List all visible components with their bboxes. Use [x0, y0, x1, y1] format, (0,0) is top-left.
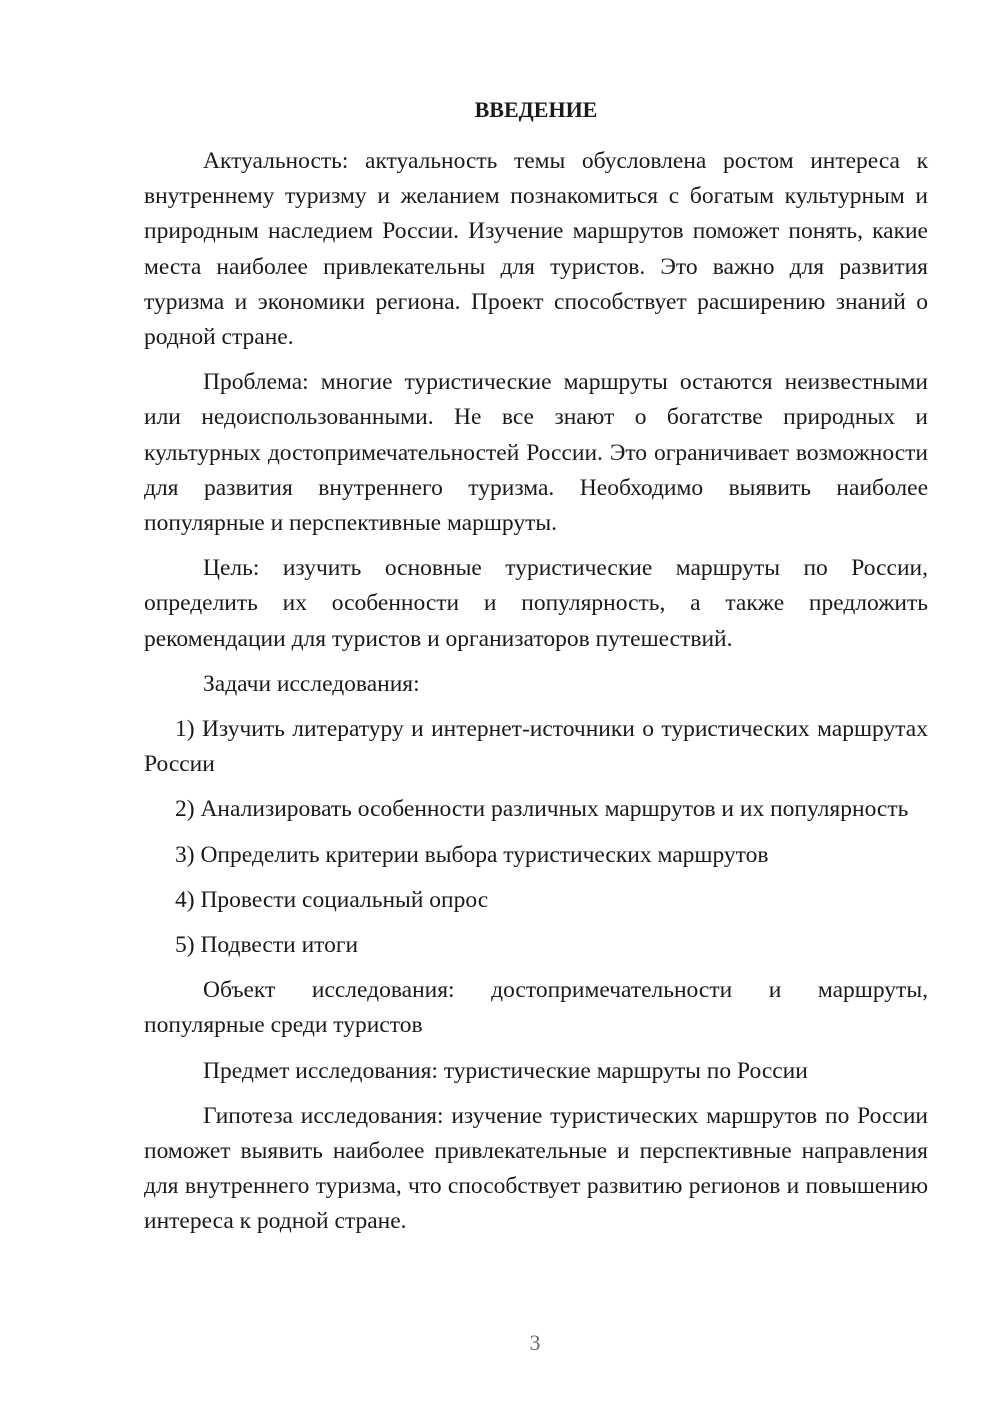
task-item: 2) Анализировать особенности различных маршрутов и их популярность: [175, 796, 909, 823]
page-number: 3: [529, 1330, 541, 1355]
problem-paragraph: Проблема: многие туристические маршруты остаются неизвестными или недоиспользованными. Не все знают о богатстве природных и культурных достопримечательностей России. Это ограничивает возможности для развития внутреннего туризма. Необходимо выявить наиболее популярные и перспективные маршруты.: [144, 369, 928, 537]
section-title: ВВЕДЕНИЕ: [474, 97, 598, 122]
task-item: 4) Провести социальный опрос: [175, 886, 489, 913]
page-content: [144, 94, 928, 1250]
hypothesis-paragraph: Гипотеза исследования: изучение туристических маршрутов по России поможет выявить наиболее привлекательные и перспективные направления для внутреннего туризма, что способствует развитию регионов и повышению интереса к родной стране.: [144, 1102, 928, 1235]
tasks-heading: Задачи исследования:: [203, 670, 420, 697]
task-item: 5) Подвести итоги: [175, 932, 359, 959]
subject-paragraph: Предмет исследования: туристические маршруты по России: [203, 1057, 808, 1084]
goal-paragraph: Цель: изучить основные туристические маршруты по России, определить их особенности и популярность, а также предложить рекомендации для туристов и организаторов путешествий.: [144, 555, 928, 652]
object-paragraph: Объект исследования: достопримечательности и маршруты, популярные среди туристов: [144, 977, 928, 1039]
relevance-paragraph: Актуальность: актуальность темы обусловлена ростом интереса к внутреннему туризму и желанием познакомиться с богатым культурным и природным наследием России. Изучение маршрутов поможет понять, какие места наиболее привлекательны для туристов. Это важно для развития туризма и экономики региона. Проект способствует расширению знаний о родной стране.: [144, 148, 928, 351]
task-item: 3) Определить критерии выбора туристических маршрутов: [175, 841, 769, 868]
task-item: 1) Изучить литературу и интернет-источники о туристических маршрутах России: [144, 716, 928, 778]
